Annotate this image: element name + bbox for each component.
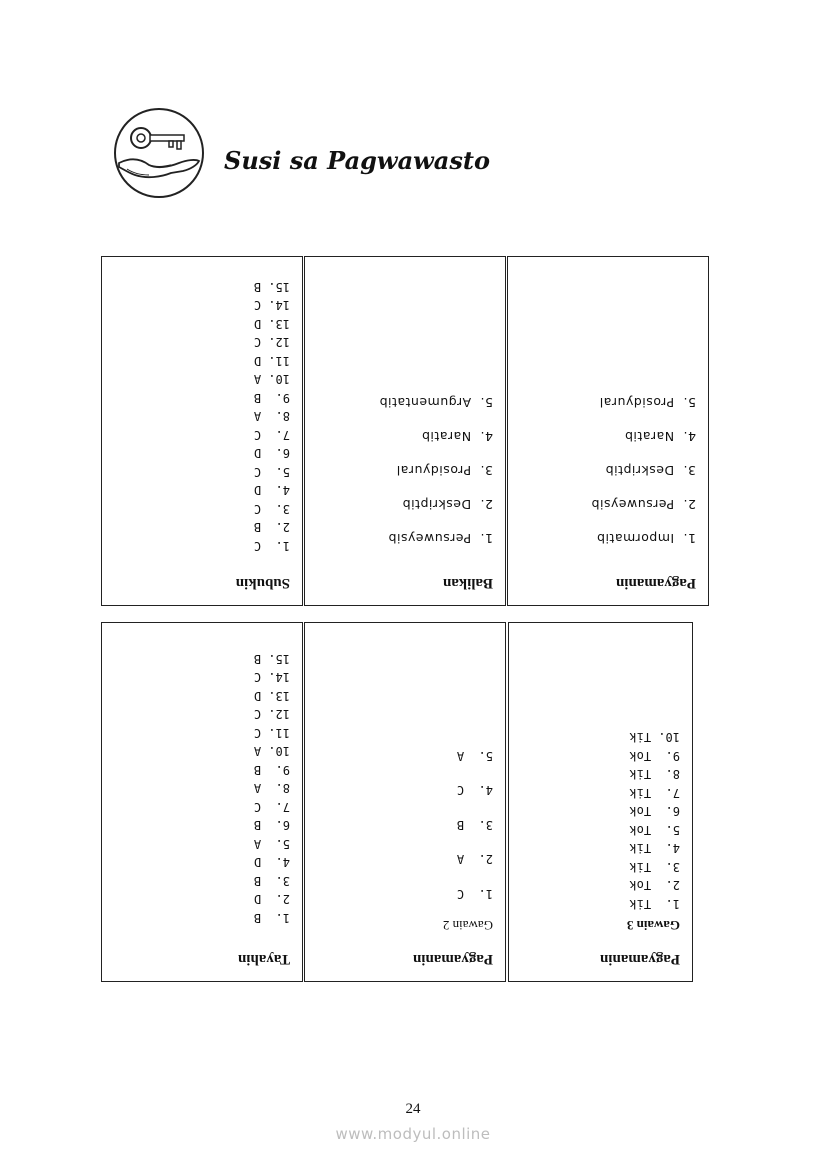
list-item: 4. D — [253, 855, 290, 870]
list-item: 11. D — [253, 354, 290, 368]
list-item: 13. D — [253, 317, 290, 331]
list-item: 12. C — [253, 707, 290, 722]
list-item: 5. Tok — [629, 823, 680, 837]
list-item: 4. C — [456, 783, 493, 798]
answer-list — [457, 739, 493, 912]
list-item: 7. C — [253, 428, 290, 442]
box-title: Pagyamanin — [599, 951, 680, 967]
box-title: Pagyamanin — [615, 575, 696, 591]
watermark: www.modyul.online — [335, 1125, 491, 1143]
list-item: 14. C — [253, 298, 290, 313]
list-item: 2. D — [253, 892, 290, 907]
list-item: 3. B — [253, 874, 290, 888]
list-item: 14. C — [253, 670, 290, 685]
answer-list — [254, 650, 290, 928]
answer-list — [254, 278, 290, 556]
list-item: 5. A — [253, 837, 290, 851]
answer-list — [379, 385, 493, 555]
list-item: 2. Persuweysib — [591, 497, 696, 512]
list-item: 1. Persuweysib — [388, 531, 493, 546]
list-item: 3. Deskriptib — [605, 463, 696, 478]
list-item: 5. Prosidyural — [599, 395, 696, 410]
answer-box-tayahin — [101, 622, 303, 982]
list-item: 5. A — [456, 749, 493, 763]
list-item: 2. A — [456, 852, 493, 867]
list-item: 6. Tok — [629, 804, 680, 819]
box-title: Tayahin — [238, 951, 290, 967]
list-item: 3. C — [253, 502, 290, 516]
answer-box-pagyamanin-top — [507, 256, 709, 606]
list-item: 2. B — [253, 520, 290, 535]
page-number: 24 — [405, 1101, 421, 1117]
box-title: Subukin — [235, 575, 290, 591]
list-item: 5. Argumentatib — [379, 395, 493, 410]
answer-box-balikan — [304, 256, 506, 606]
list-item: 8. A — [253, 409, 290, 424]
list-item: 4. D — [253, 483, 290, 498]
list-item: 2. Tok — [629, 878, 680, 893]
box-subtitle: Gawain 2 — [442, 918, 493, 933]
list-item: 2. Deskriptib — [402, 497, 493, 512]
list-item: 8. Tik — [629, 767, 680, 782]
list-item: 15. B — [253, 652, 290, 666]
box-title: Pagyamanin — [412, 951, 493, 967]
page-title: Susi sa Pagwawasto — [224, 146, 490, 175]
list-item: 3. Tik — [629, 860, 680, 874]
box-title: Balikan — [442, 575, 493, 591]
answer-box-pagyamanin-gawain-2 — [304, 622, 506, 982]
list-item: 1. B — [253, 911, 290, 925]
list-item: 3. B — [456, 818, 493, 832]
list-item: 4. Tik — [629, 841, 680, 856]
answer-box-subukin — [101, 256, 303, 606]
list-item: 7. Tik — [629, 786, 680, 800]
list-item: 6. B — [253, 818, 290, 833]
list-item: 4. Naratib — [624, 429, 696, 444]
list-item: 3. Prosidyural — [396, 463, 493, 478]
list-item: 15. B — [253, 280, 290, 294]
list-item: 5. C — [253, 465, 290, 479]
list-item: 12. C — [253, 335, 290, 350]
list-item: 1. Tik — [629, 897, 680, 911]
key-in-hand-icon — [113, 107, 205, 199]
list-item: 9. B — [253, 763, 290, 777]
list-item: 1. C — [253, 539, 290, 553]
list-item: 4. Naratib — [421, 429, 493, 444]
list-item: 9. Tok — [629, 749, 680, 763]
list-item: 6. D — [253, 446, 290, 461]
list-item: 1. C — [456, 887, 493, 901]
list-item: 13. D — [253, 689, 290, 703]
list-item: 10. Tik — [629, 730, 680, 745]
list-item: 11. C — [253, 726, 290, 740]
answer-box-pagyamanin-gawain-3 — [508, 622, 693, 982]
list-item: 9. B — [253, 391, 290, 405]
list-item: 10. A — [253, 744, 290, 759]
list-item: 1. Impormatib — [596, 531, 696, 546]
list-item: 10. A — [253, 372, 290, 387]
list-item: 8. A — [253, 781, 290, 796]
answer-list — [629, 728, 680, 913]
answer-list — [591, 385, 696, 555]
box-subtitle: Gawain 3 — [626, 918, 680, 933]
list-item: 7. C — [253, 800, 290, 814]
